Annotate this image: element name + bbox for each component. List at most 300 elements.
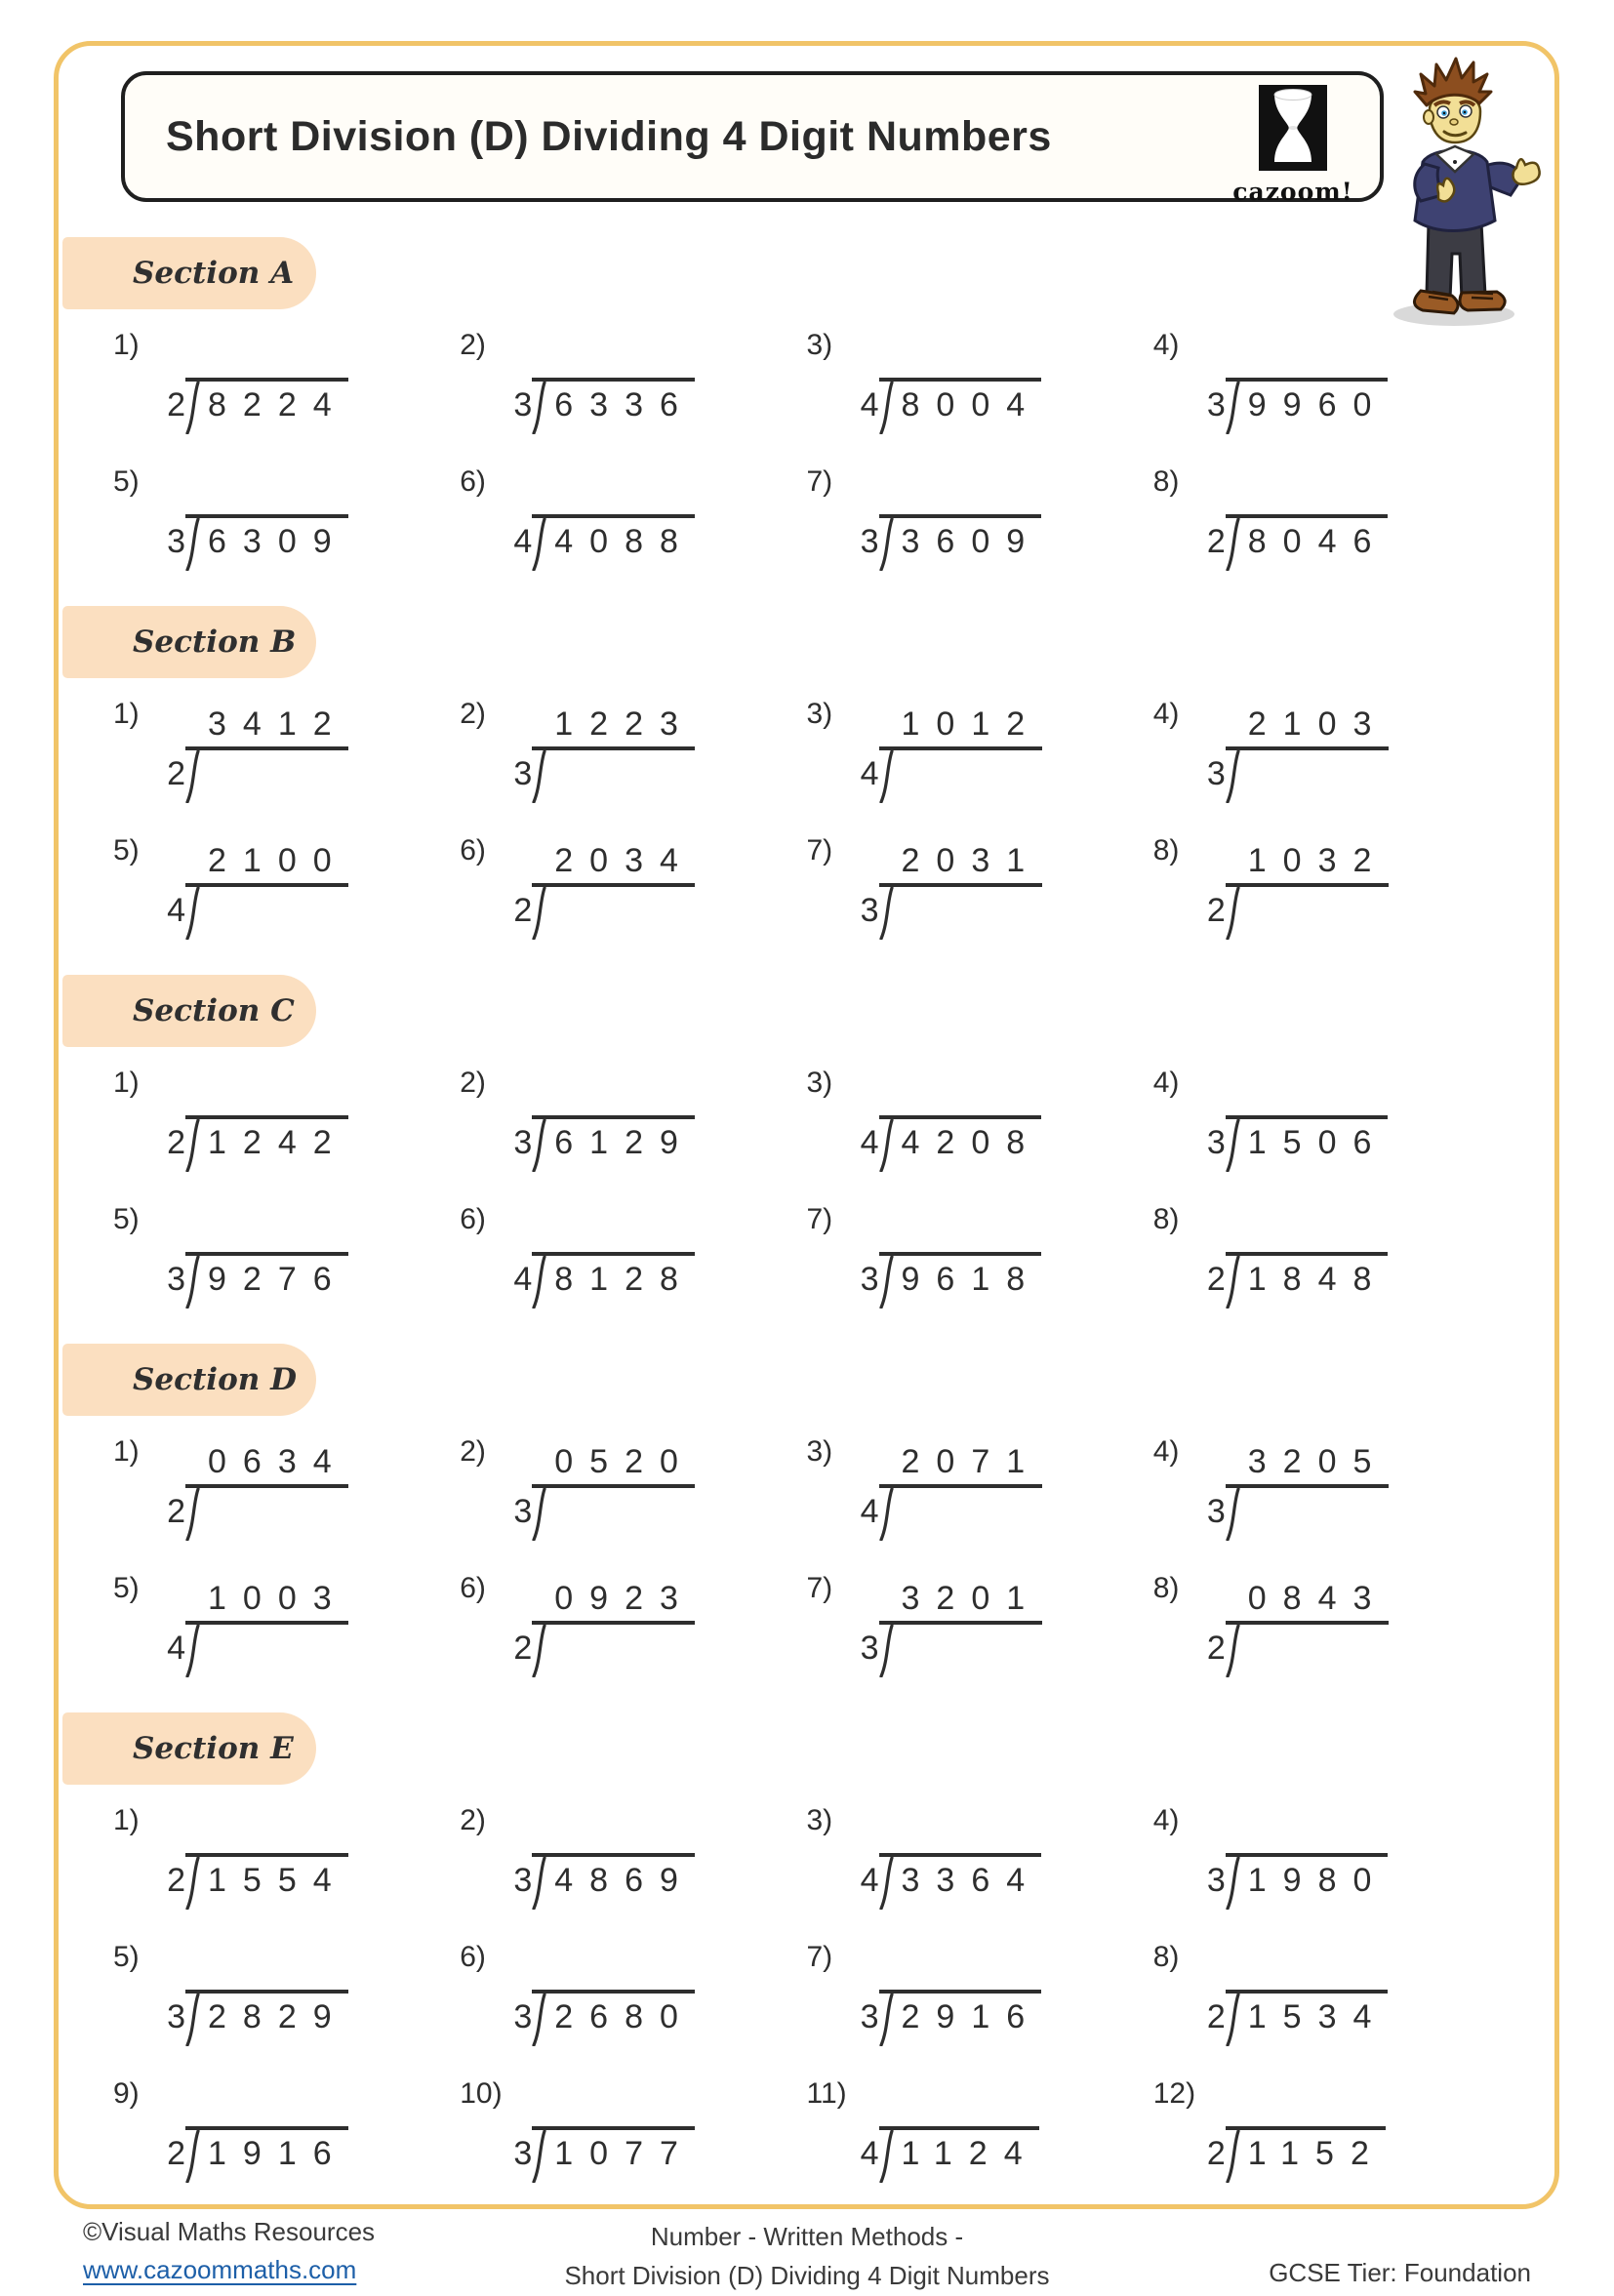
problem-number: 7)	[806, 834, 833, 866]
divisor: 3	[1206, 1862, 1226, 1899]
dividend-value: 9618	[901, 1261, 1042, 1298]
dividend-value	[1240, 1488, 1389, 1537]
section	[105, 606, 1508, 938]
dividend-value: 1534	[1247, 1998, 1389, 2035]
problem-number: 8)	[1152, 1941, 1180, 1973]
divisor: 3	[513, 755, 533, 792]
division-layout	[854, 834, 1042, 940]
division-bracket-icon	[532, 1625, 546, 1677]
quotient-row	[160, 1435, 348, 1484]
dividend-value: 8046	[1247, 523, 1389, 560]
problem-number: 3)	[806, 698, 833, 730]
quotient-row	[1200, 1435, 1389, 1484]
division-problem	[113, 2077, 460, 2181]
quotient-value: 3201	[901, 1580, 1042, 1617]
division-bracket-icon	[532, 1488, 546, 1541]
bracket-row	[160, 2126, 348, 2183]
vinculum	[185, 1252, 348, 1309]
problem-number: 1)	[113, 698, 140, 730]
dividend-value	[546, 887, 695, 936]
division-problem	[460, 1804, 806, 1908]
quotient-row	[1200, 698, 1389, 746]
divisor: 2	[513, 1630, 533, 1667]
vinculum	[185, 2126, 348, 2183]
division-layout	[1200, 2077, 1386, 2183]
dividend-value	[200, 887, 348, 936]
bracket-row	[160, 883, 348, 940]
problem-grid	[105, 1435, 1508, 1675]
division-bracket-icon	[185, 1625, 200, 1677]
division-layout	[160, 2077, 348, 2183]
cazoom-logo-text: cazoom!	[1232, 178, 1353, 206]
dividend-value: 6336	[554, 386, 695, 423]
page-content	[59, 46, 1554, 2204]
vinculum	[879, 1990, 1042, 2046]
division-layout	[854, 1435, 1042, 1541]
divisor: 2	[167, 2135, 185, 2172]
problem-number: 6)	[460, 1203, 486, 1235]
vinculum	[532, 746, 695, 803]
quotient-row	[160, 834, 348, 883]
division-problem	[113, 1203, 460, 1307]
division-problem	[807, 698, 1153, 801]
section	[105, 975, 1508, 1307]
vinculum	[1226, 1990, 1389, 2046]
bracket-row	[854, 1621, 1042, 1677]
division-bracket-icon	[1226, 1256, 1240, 1309]
division-problem	[460, 1941, 806, 2044]
quotient-row	[854, 329, 1042, 378]
problem-number: 11)	[806, 2077, 847, 2110]
quotient-row	[854, 1435, 1042, 1484]
problem-number: 2)	[460, 329, 486, 361]
division-layout	[1200, 1435, 1389, 1541]
dividend-value: 1554	[208, 1862, 348, 1899]
quotient-value: 1003	[208, 1580, 348, 1617]
divisor: 3	[860, 1630, 879, 1667]
division-problem	[807, 1804, 1153, 1908]
division-problem	[1153, 698, 1500, 801]
bracket-row	[160, 746, 348, 803]
division-problem	[807, 1572, 1153, 1675]
division-problem	[807, 1067, 1153, 1170]
division-bracket-icon	[879, 1119, 894, 1172]
division-bracket-icon	[185, 1857, 200, 1910]
bracket-row	[854, 1853, 1042, 1910]
division-bracket-icon	[879, 750, 894, 803]
divisor: 4	[860, 1124, 879, 1161]
division-bracket-icon	[185, 1256, 200, 1309]
division-layout	[160, 1941, 348, 2046]
quotient-row	[1200, 329, 1389, 378]
website-link[interactable]: www.cazoommaths.com	[83, 2255, 357, 2284]
quotient-row	[1200, 2077, 1386, 2126]
division-problem	[1153, 1804, 1500, 1908]
section-label: Section B	[62, 606, 316, 678]
quotient-row	[506, 329, 695, 378]
problem-number: 4)	[1152, 698, 1180, 730]
division-problem	[460, 2077, 806, 2181]
dividend-value: 8224	[208, 386, 348, 423]
divisor: 3	[167, 1998, 185, 2035]
division-layout	[506, 2077, 695, 2183]
quotient-row	[854, 698, 1042, 746]
dividend-value	[546, 1625, 695, 1673]
bracket-row	[506, 378, 695, 434]
quotient-value: 2031	[901, 842, 1042, 879]
division-bracket-icon	[532, 1119, 546, 1172]
section	[105, 1712, 1508, 2181]
problem-number: 7)	[806, 1941, 833, 1973]
problem-grid	[105, 1067, 1508, 1307]
division-layout	[506, 465, 695, 571]
hourglass-icon	[1259, 85, 1327, 171]
divisor: 2	[1206, 1630, 1226, 1667]
division-layout	[1200, 698, 1389, 803]
bracket-row	[854, 514, 1042, 571]
division-problem	[1153, 1203, 1500, 1307]
division-layout	[160, 1067, 348, 1172]
problem-number: 9)	[113, 2077, 140, 2110]
quotient-row	[1200, 1067, 1389, 1115]
vinculum	[532, 2126, 695, 2183]
vinculum	[532, 883, 695, 940]
division-problem	[1153, 465, 1500, 569]
problem-number: 1)	[113, 1067, 140, 1099]
quotient-value: 0923	[554, 1580, 695, 1617]
division-problem	[1153, 1572, 1500, 1675]
divisor: 4	[513, 523, 533, 560]
divisor: 2	[167, 755, 185, 792]
dividend-value	[894, 887, 1042, 936]
page-title: Short Division (D) Dividing 4 Digit Numbers	[166, 112, 1052, 160]
copyright-text: ©Visual Maths Resources	[83, 2217, 376, 2246]
vinculum	[532, 1252, 695, 1309]
quotient-row	[854, 1804, 1042, 1853]
division-bracket-icon	[879, 1994, 894, 2046]
dividend-value: 6129	[554, 1124, 695, 1161]
bracket-row	[506, 1621, 695, 1677]
bracket-row	[1200, 1853, 1389, 1910]
dividend-value: 1152	[1247, 2135, 1386, 2172]
division-bracket-icon	[532, 382, 546, 434]
quotient-row	[506, 1804, 695, 1853]
bracket-row	[506, 746, 695, 803]
division-bracket-icon	[879, 1625, 894, 1677]
divisor: 3	[513, 2135, 533, 2172]
vinculum	[1226, 1484, 1389, 1541]
vinculum	[1226, 514, 1389, 571]
section	[105, 237, 1508, 569]
dividend-value: 2916	[901, 1998, 1042, 2035]
dividend-value	[894, 1625, 1042, 1673]
bracket-row	[854, 1484, 1042, 1541]
problem-number: 5)	[113, 1203, 140, 1235]
division-layout	[506, 1804, 695, 1910]
division-layout	[160, 1203, 348, 1309]
vinculum	[185, 1853, 348, 1910]
vinculum	[185, 1990, 348, 2046]
vinculum	[879, 2126, 1039, 2183]
problem-number: 2)	[460, 1435, 486, 1468]
quotient-row	[506, 1941, 695, 1990]
division-problem	[113, 834, 460, 938]
quotient-row	[160, 329, 348, 378]
problem-grid	[105, 698, 1508, 938]
vinculum	[1226, 378, 1389, 434]
division-problem	[1153, 1435, 1500, 1539]
division-bracket-icon	[1226, 1488, 1240, 1541]
quotient-value: 3412	[208, 705, 348, 743]
divisor: 3	[513, 1493, 533, 1530]
sections	[105, 237, 1508, 2181]
dividend-value: 1242	[208, 1124, 348, 1161]
bracket-row	[160, 378, 348, 434]
dividend-value: 9276	[208, 1261, 348, 1298]
division-problem	[807, 1941, 1153, 2044]
header-spacer	[105, 202, 1508, 237]
footer	[0, 2217, 1614, 2296]
divisor: 2	[167, 1862, 185, 1899]
problem-number: 6)	[460, 834, 486, 866]
quotient-row	[160, 1067, 348, 1115]
division-layout	[506, 834, 695, 940]
bracket-row	[854, 1990, 1042, 2046]
bracket-row	[1200, 746, 1389, 803]
dividend-value: 3609	[901, 523, 1042, 560]
section-label: Section E	[62, 1712, 316, 1785]
quotient-row	[160, 2077, 348, 2126]
problem-number: 6)	[460, 1941, 486, 1973]
divisor: 3	[860, 1261, 879, 1298]
quotient-value: 2100	[208, 842, 348, 879]
problem-number: 5)	[113, 1941, 140, 1973]
divisor: 3	[513, 386, 533, 423]
quotient-row	[160, 1572, 348, 1621]
divisor: 3	[513, 1124, 533, 1161]
division-bracket-icon	[532, 887, 546, 940]
vinculum	[185, 378, 348, 434]
bracket-row	[854, 378, 1042, 434]
vinculum	[532, 1484, 695, 1541]
division-bracket-icon	[879, 2130, 894, 2183]
divisor: 3	[1206, 755, 1226, 792]
division-layout	[1200, 834, 1389, 940]
dividend-value: 4088	[554, 523, 695, 560]
problem-number: 2)	[460, 1067, 486, 1099]
division-bracket-icon	[532, 1994, 546, 2046]
bracket-row	[854, 746, 1042, 803]
bracket-row	[506, 1484, 695, 1541]
problem-number: 5)	[113, 465, 140, 498]
dividend-value: 9960	[1247, 386, 1389, 423]
quotient-row	[506, 1435, 695, 1484]
division-bracket-icon	[1226, 2130, 1240, 2183]
quotient-value: 0520	[554, 1443, 695, 1480]
division-problem	[1153, 2077, 1500, 2181]
vinculum	[1226, 1252, 1389, 1309]
quotient-row	[506, 1572, 695, 1621]
quotient-row	[506, 1067, 695, 1115]
division-bracket-icon	[185, 887, 200, 940]
header-box	[121, 71, 1384, 206]
quotient-row	[160, 1804, 348, 1853]
footer-worksheet-line: Short Division (D) Dividing 4 Digit Numbers	[564, 2261, 1050, 2291]
division-problem	[460, 1435, 806, 1539]
vinculum	[532, 1853, 695, 1910]
bracket-row	[160, 1484, 348, 1541]
division-problem	[1153, 834, 1500, 938]
problem-number: 2)	[460, 698, 486, 730]
quotient-row	[1200, 465, 1389, 514]
quotient-row	[854, 834, 1042, 883]
divisor: 3	[513, 1862, 533, 1899]
bracket-row	[160, 1990, 348, 2046]
division-problem	[807, 1203, 1153, 1307]
quotient-row	[160, 1941, 348, 1990]
division-problem	[460, 1572, 806, 1675]
division-layout	[1200, 1572, 1389, 1677]
vinculum	[879, 746, 1042, 803]
quotient-row	[1200, 1203, 1389, 1252]
division-bracket-icon	[532, 1857, 546, 1910]
bracket-row	[160, 514, 348, 571]
divisor: 3	[167, 523, 185, 560]
division-problem	[113, 1804, 460, 1908]
quotient-row	[1200, 1572, 1389, 1621]
division-problem	[460, 329, 806, 432]
division-layout	[1200, 1941, 1389, 2046]
section-label: Section D	[62, 1344, 316, 1416]
division-problem	[807, 465, 1153, 569]
divisor: 2	[167, 1493, 185, 1530]
division-layout	[854, 1941, 1042, 2046]
problem-number: 7)	[806, 1572, 833, 1604]
dividend-value: 4869	[554, 1862, 695, 1899]
bracket-row	[160, 1115, 348, 1172]
division-bracket-icon	[879, 518, 894, 571]
division-layout	[854, 329, 1042, 434]
division-problem	[807, 329, 1153, 432]
quotient-value: 2103	[1247, 705, 1389, 743]
problem-number: 8)	[1152, 1203, 1180, 1235]
problem-number: 6)	[460, 1572, 486, 1604]
problem-number: 1)	[113, 329, 140, 361]
division-problem	[113, 1941, 460, 2044]
quotient-value: 1032	[1247, 842, 1389, 879]
division-problem	[807, 834, 1153, 938]
dividend-value: 1506	[1247, 1124, 1389, 1161]
division-problem	[113, 698, 460, 801]
vinculum	[532, 1115, 695, 1172]
problem-number: 6)	[460, 465, 486, 498]
division-bracket-icon	[1226, 382, 1240, 434]
division-bracket-icon	[185, 1994, 200, 2046]
quotient-row	[854, 2077, 1039, 2126]
quotient-row	[1200, 1804, 1389, 1853]
division-problem	[460, 1067, 806, 1170]
division-problem	[113, 1067, 460, 1170]
bracket-row	[506, 1853, 695, 1910]
dividend-value: 2829	[208, 1998, 348, 2035]
dividend-value	[1240, 887, 1389, 936]
problem-number: 3)	[806, 329, 833, 361]
bracket-row	[1200, 378, 1389, 434]
section-label: Section C	[62, 975, 316, 1047]
footer-tier: GCSE Tier: Foundation	[1269, 2258, 1531, 2287]
problem-number: 5)	[113, 1572, 140, 1604]
quotient-row	[854, 1067, 1042, 1115]
division-problem	[113, 1572, 460, 1675]
vinculum	[185, 1484, 348, 1541]
dividend-value	[894, 750, 1042, 799]
division-layout	[1200, 329, 1389, 434]
division-layout	[506, 1203, 695, 1309]
vinculum	[879, 1484, 1042, 1541]
divisor: 3	[513, 1998, 533, 2035]
divisor: 2	[167, 386, 185, 423]
quotient-row	[854, 1572, 1042, 1621]
vinculum	[532, 378, 695, 434]
quotient-row	[854, 465, 1042, 514]
problem-number: 4)	[1152, 1804, 1180, 1836]
bracket-row	[506, 1252, 695, 1309]
divisor: 2	[167, 1124, 185, 1161]
bracket-row	[1200, 1484, 1389, 1541]
division-bracket-icon	[185, 750, 200, 803]
division-layout	[854, 1067, 1042, 1172]
division-layout	[506, 1435, 695, 1541]
bracket-row	[854, 1115, 1042, 1172]
divisor: 4	[167, 892, 185, 929]
division-problem	[1153, 329, 1500, 432]
division-layout	[506, 1572, 695, 1677]
divisor: 3	[167, 1261, 185, 1298]
division-bracket-icon	[532, 750, 546, 803]
division-problem	[113, 1435, 460, 1539]
division-layout	[854, 465, 1042, 571]
division-bracket-icon	[1226, 1119, 1240, 1172]
problem-number: 3)	[806, 1067, 833, 1099]
footer-center	[564, 2217, 1049, 2296]
division-problem	[807, 1435, 1153, 1539]
divisor: 3	[860, 892, 879, 929]
quotient-row	[506, 2077, 695, 2126]
bracket-row	[854, 1252, 1042, 1309]
division-bracket-icon	[879, 382, 894, 434]
vinculum	[1226, 746, 1389, 803]
divisor: 4	[513, 1261, 533, 1298]
division-layout	[506, 329, 695, 434]
division-problem	[113, 465, 460, 569]
bracket-row	[1200, 1621, 1389, 1677]
divisor: 4	[860, 386, 879, 423]
division-bracket-icon	[879, 887, 894, 940]
problem-number: 4)	[1152, 1067, 1180, 1099]
quotient-row	[506, 1203, 695, 1252]
division-bracket-icon	[532, 2130, 546, 2183]
quotient-value: 2071	[901, 1443, 1042, 1480]
vinculum	[185, 1115, 348, 1172]
cazoom-logo	[1230, 85, 1356, 206]
vinculum	[1226, 1853, 1389, 1910]
dividend-value	[200, 1488, 348, 1537]
division-bracket-icon	[185, 518, 200, 571]
division-problem	[113, 329, 460, 432]
problem-number: 8)	[1152, 1572, 1180, 1604]
division-layout	[1200, 1067, 1389, 1172]
division-bracket-icon	[185, 1119, 200, 1172]
